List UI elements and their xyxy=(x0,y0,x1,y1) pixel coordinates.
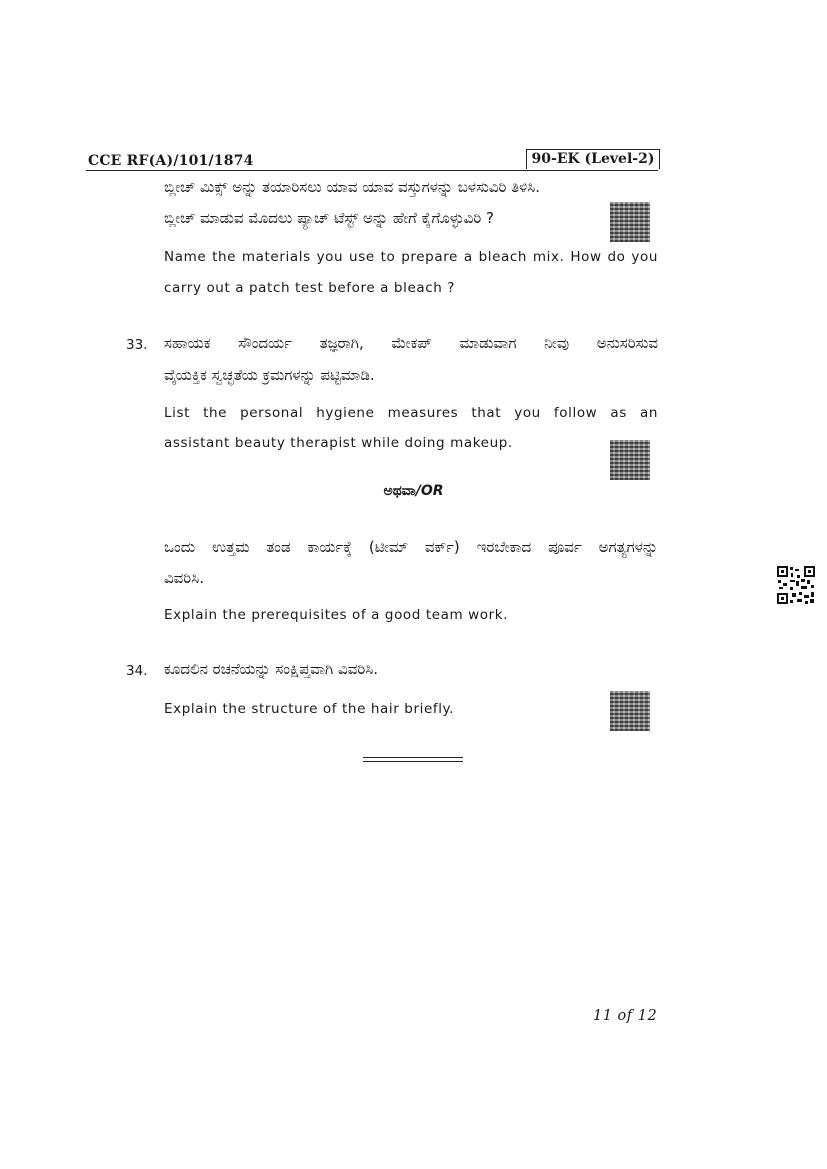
or-kannada: ಅಥವಾ xyxy=(383,483,416,499)
q33-alt-kannada-line-1: ಒಂದು ಉತ್ತಮ ತಂಡ ಕಾರ್ಯಕ್ಕೆ (ಟೀಮ್ ವರ್ಕ್) ಇರಬೇಕಾದ ಪೂರ್ವ ಅಗತ್ಯಗಳನ್ನು xyxy=(164,538,658,556)
header-rule xyxy=(86,170,658,171)
or-separator xyxy=(0,483,827,499)
q33-alt-english: Explain the prerequisites of a good team work. xyxy=(164,607,509,623)
q33-english-line-1: List the personal hygiene measures that you follow as an xyxy=(164,405,658,421)
q32-english-line-2: carry out a patch test before a bleach ? xyxy=(164,280,456,296)
or-english: /OR xyxy=(415,483,444,499)
q33-alt-kannada-line-2: ವಿವರಿಸಿ. xyxy=(164,569,204,587)
q33-kannada-line-2: ವೈಯಕ್ತಿಕ ಸ್ವಚ್ಛತೆಯ ಕ್ರಮಗಳನ್ನು ಪಟ್ಟಿಮಾಡಿ. xyxy=(164,366,375,384)
q32-english-line-1: Name the materials you use to prepare a bleach mix. How do you xyxy=(164,249,658,265)
scan-code-icon xyxy=(610,691,650,731)
paper-code: CCE RF(A)/101/1874 xyxy=(88,153,254,169)
q33-english-line-2: assistant beauty therapist while doing makeup. xyxy=(164,435,513,451)
scan-code-icon xyxy=(610,440,650,480)
scan-code-icon xyxy=(610,202,650,242)
q34-english: Explain the structure of the hair briefly. xyxy=(164,701,455,717)
q33-kannada-line-1: ಸಹಾಯಕ ಸೌಂದರ್ಯ ತಜ್ಞರಾಗಿ, ಮೇಕಪ್ ಮಾಡುವಾಗ ನೀವು ಅನುಸರಿಸುವ xyxy=(164,334,658,352)
qr-code-icon xyxy=(776,565,816,605)
q34-number: 34. xyxy=(126,663,148,679)
paper-level-box: 90-EK (Level-2) xyxy=(526,149,660,169)
end-rule-top xyxy=(363,757,463,758)
q32-kannada-line-2: ಬ್ಲೀಚ್ ಮಾಡುವ ಮೊದಲು ಪ್ಯಾಚ್ ಟೆಸ್ಟ್ ಅನ್ನು ಹೇಗೆ ಕೈಗೊಳ್ಳುವಿರಿ ? xyxy=(164,209,494,227)
page-number: 11 of 12 xyxy=(593,1008,658,1024)
q34-kannada: ಕೂದಲಿನ ರಚನೆಯನ್ನು ಸಂಕ್ಷಿಪ್ತವಾಗಿ ವಿವರಿಸಿ. xyxy=(164,660,378,678)
end-rule-bottom xyxy=(363,761,463,762)
q32-kannada-line-1: ಬ್ಲೀಚ್ ಮಿಕ್ಸ್ ಅನ್ನು ತಯಾರಿಸಲು ಯಾವ ಯಾವ ವಸ್ತುಗಳನ್ನು ಬಳಸುವಿರಿ ತಿಳಿಸಿ. xyxy=(164,178,541,196)
q33-number: 33. xyxy=(126,337,148,353)
